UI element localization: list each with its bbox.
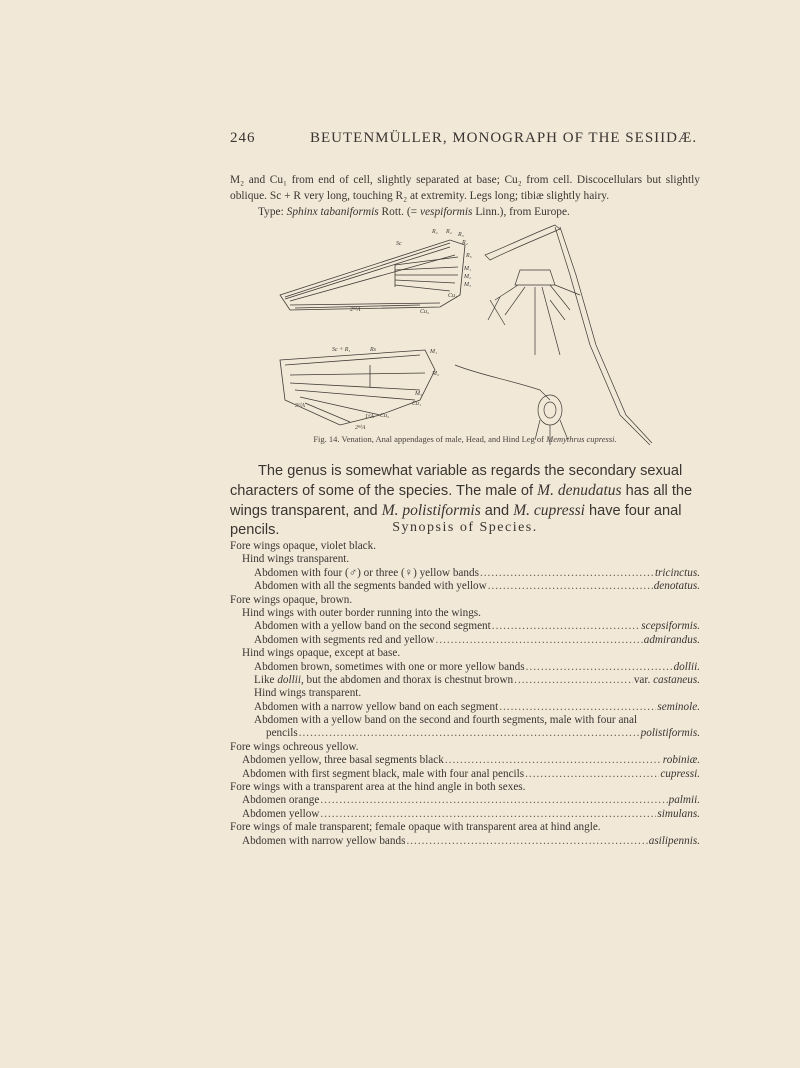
leader-dots (436, 634, 643, 647)
synopsis-row (230, 553, 700, 566)
synopsis-row (230, 674, 700, 687)
row-text: Abdomen with narrow yellow bands (242, 834, 406, 847)
label-r2: R₂ (432, 229, 438, 235)
row-text: , but the abdomen and thorax is chestnut brown (300, 673, 514, 686)
species-name-text: dollii. (673, 660, 700, 673)
synopsis-row (230, 567, 700, 580)
label-r4b: R₄ (462, 240, 468, 246)
species-name (655, 567, 700, 580)
species-name (657, 808, 700, 821)
species-name-prefix: var. (633, 673, 654, 686)
synopsis-row (230, 741, 700, 754)
intro-text (230, 172, 700, 220)
label-hw-2a: 2ⁿᵈA (355, 425, 366, 431)
fore-wing (280, 240, 465, 310)
label-cu2: Cu₂ (420, 309, 430, 315)
label-hw-m1: M₁ (430, 349, 438, 355)
leader-dots (445, 754, 662, 767)
paragraph-text-2: has all the wings transparent, and (230, 483, 693, 519)
leader-dots (526, 661, 673, 674)
synopsis-row (230, 647, 700, 660)
species-polistiformis: M. polistiformis (381, 502, 481, 519)
row-text: Fore wings opaque, brown. (230, 593, 353, 606)
paragraph-text-1: The genus is somewhat variable as regards the secondary sexual characters of some of the species. The male of (230, 463, 683, 499)
label-hw-cu1: Cu₁ (412, 401, 422, 407)
figure-14 (250, 215, 670, 450)
species-name-text: denotatus. (653, 580, 700, 593)
species-name-text: castaneus. (653, 673, 700, 686)
synopsis-row-text (254, 620, 491, 633)
type-prefix: Type: (258, 206, 287, 218)
fore-wing-labels (350, 229, 472, 315)
label-hw-m2: M₂ (432, 371, 440, 377)
figure-caption (230, 434, 700, 444)
species-name (641, 620, 700, 633)
leader-dots (406, 835, 647, 848)
paragraph-text-3: and (480, 503, 514, 519)
synopsis-row-text (254, 701, 498, 714)
head (455, 365, 568, 445)
species-name-text: scepsiformis. (641, 620, 700, 633)
row-text: Abdomen brown, sometimes with one or more yellow bands (254, 660, 525, 673)
species-denudatus: M. denudatus (537, 482, 622, 499)
species-name-text: tricinctus. (654, 566, 700, 579)
label-hw-cu2: Cu₂ (380, 413, 390, 419)
row-text: Fore wings opaque, violet black. (230, 540, 377, 552)
synopsis-row (230, 714, 700, 727)
species-name-text: admirandus. (643, 633, 700, 646)
row-text: Fore wings with a transparent area at the hind angle in both sexes. (230, 781, 526, 794)
species-name (669, 794, 700, 807)
synopsis-row (230, 620, 700, 633)
synopsis-row-text (254, 674, 513, 687)
running-header (230, 130, 700, 147)
label-2a: 2ⁿᵈA (350, 307, 361, 313)
synopsis-row (230, 634, 700, 647)
synopsis-row (230, 754, 700, 767)
species-name-text: robiniæ. (662, 754, 700, 767)
species-name-text: asilipennis. (648, 834, 700, 847)
species-name (660, 768, 700, 781)
row-text: Hind wings transparent. (242, 553, 350, 566)
row-text: Hind wings with outer border running into the wings. (242, 606, 481, 619)
species-name-text: seminole. (657, 700, 700, 713)
species-name (674, 661, 700, 674)
label-sc-r1: Sc + R₁ (332, 347, 351, 353)
row-text: Hind wings transparent. (254, 687, 362, 700)
hind-wing-labels (294, 347, 439, 431)
synopsis-row-text (254, 661, 525, 674)
type-species: Sphinx tabaniformis (286, 206, 379, 218)
leader-dots (525, 768, 659, 781)
row-text: pencils (266, 727, 298, 740)
label-r4: R₄ (446, 229, 452, 235)
leader-dots (514, 674, 633, 687)
synopsis-row (230, 701, 700, 714)
synopsis-row (230, 661, 700, 674)
synopsis-row (230, 781, 700, 794)
page-number: 246 (230, 130, 256, 146)
label-cu1: Cu₁ (448, 293, 458, 299)
synopsis-row-text (242, 768, 524, 781)
species-name-text: palmii. (668, 794, 700, 807)
label-m1: M₁ (464, 266, 472, 272)
row-text-prefix: Like (254, 673, 278, 686)
row-text: Abdomen with a yellow band on the second and fourth segments, male with four anal (254, 714, 638, 727)
row-text: Abdomen with all the segments banded with yellow (254, 580, 487, 593)
species-name-text: polistiformis. (640, 727, 700, 740)
synopsis-row (230, 768, 700, 781)
species-name (641, 727, 700, 740)
synopsis-row (230, 727, 700, 740)
synopsis-row (230, 687, 700, 700)
label-sc: Sc (396, 241, 402, 247)
row-text: Fore wings of male transparent; female opaque with transparent area at hind angle. (230, 821, 601, 834)
synopsis-row (230, 607, 700, 620)
synopsis-row-text (242, 754, 444, 767)
synopsis-row (230, 794, 700, 807)
row-text: Abdomen yellow, three basal segments black (242, 754, 444, 767)
species-cupressi: M. cupressi (513, 502, 585, 519)
row-text: Abdomen with segments red and yellow (254, 633, 435, 646)
leader-dots (480, 567, 654, 580)
species-name (654, 580, 700, 593)
row-text-species: dollii (277, 673, 301, 686)
row-text: Abdomen with first segment black, male with four anal pencils (242, 767, 525, 780)
row-text: Abdomen yellow (242, 807, 320, 820)
row-text: Abdomen with a narrow yellow band on each segment (254, 700, 499, 713)
synopsis-row-text (254, 580, 487, 593)
synopsis-row (230, 594, 700, 607)
leader-dots (499, 701, 656, 714)
label-r3: R₃ (458, 232, 464, 238)
synopsis-row-text (242, 794, 319, 807)
species-name-text: simulans. (657, 807, 700, 820)
label-m3: M₃ (464, 282, 472, 288)
caption-species: Memythrus cupressi. (546, 434, 617, 444)
hind-leg (485, 225, 652, 445)
synopsis-row (230, 540, 700, 553)
species-name (649, 835, 700, 848)
leader-dots (488, 580, 653, 593)
species-name (644, 634, 700, 647)
species-name (657, 701, 700, 714)
anal-appendages (488, 270, 580, 355)
label-rs: Rs (370, 347, 376, 353)
row-text: Abdomen orange (242, 794, 320, 807)
venation-illustration (250, 215, 670, 450)
venation-description: M₂ and Cu₁ from end of cell, slightly separated at base; Cu₂ from cell. Discocellulars but slightly oblique. Sc + R very long, touching R₂ at extremity. Legs long; tibiæ slightly hairy. (230, 174, 700, 202)
row-text: Abdomen with a yellow band on the second segment (254, 620, 491, 633)
row-text: Hind wings opaque, except at base. (242, 647, 401, 660)
synopsis-row-text (254, 567, 479, 580)
row-text: Fore wings ochreous yellow. (230, 740, 359, 753)
type-suffix: Linn.), from Europe. (472, 206, 570, 218)
label-3a: 3ʳᵈA (295, 403, 305, 409)
label-hw-m3: M₃ (415, 391, 423, 397)
row-text: Abdomen with four (♂) or three (♀) yellow bands (254, 566, 479, 579)
synopsis-row (230, 821, 700, 834)
synopsis-row-text (242, 808, 319, 821)
synopsis-row (230, 835, 700, 848)
species-name (634, 674, 700, 687)
type-author: Rott. (= (378, 206, 420, 218)
leader-dots (492, 620, 641, 633)
running-title: BEUTENMÜLLER, MONOGRAPH OF THE SESIIDÆ. (310, 130, 698, 146)
synopsis-row-text (254, 634, 435, 647)
synopsis-row (230, 580, 700, 593)
synopsis-row-text (242, 835, 405, 848)
species-name (663, 754, 700, 767)
leader-dots (320, 794, 667, 807)
caption-text: Fig. 14. Venation, Anal appendages of male, Head, and Hind Leg of (313, 434, 547, 444)
synopsis-heading: Synopsis of Species. (392, 520, 538, 535)
species-name-text: cupressi. (660, 767, 700, 780)
type-synonym: vespiformis (419, 206, 473, 218)
label-r5: R₅ (466, 253, 472, 259)
leader-dots (299, 727, 640, 740)
synopsis-row-text (266, 727, 298, 740)
label-m2: M₂ (464, 274, 472, 280)
synopsis-row (230, 808, 700, 821)
label-1a: 1ˢᵗA (365, 414, 374, 420)
leader-dots (320, 808, 656, 821)
synopsis-key (230, 540, 700, 848)
paragraph-text-4: have four anal pencils. (230, 503, 682, 538)
